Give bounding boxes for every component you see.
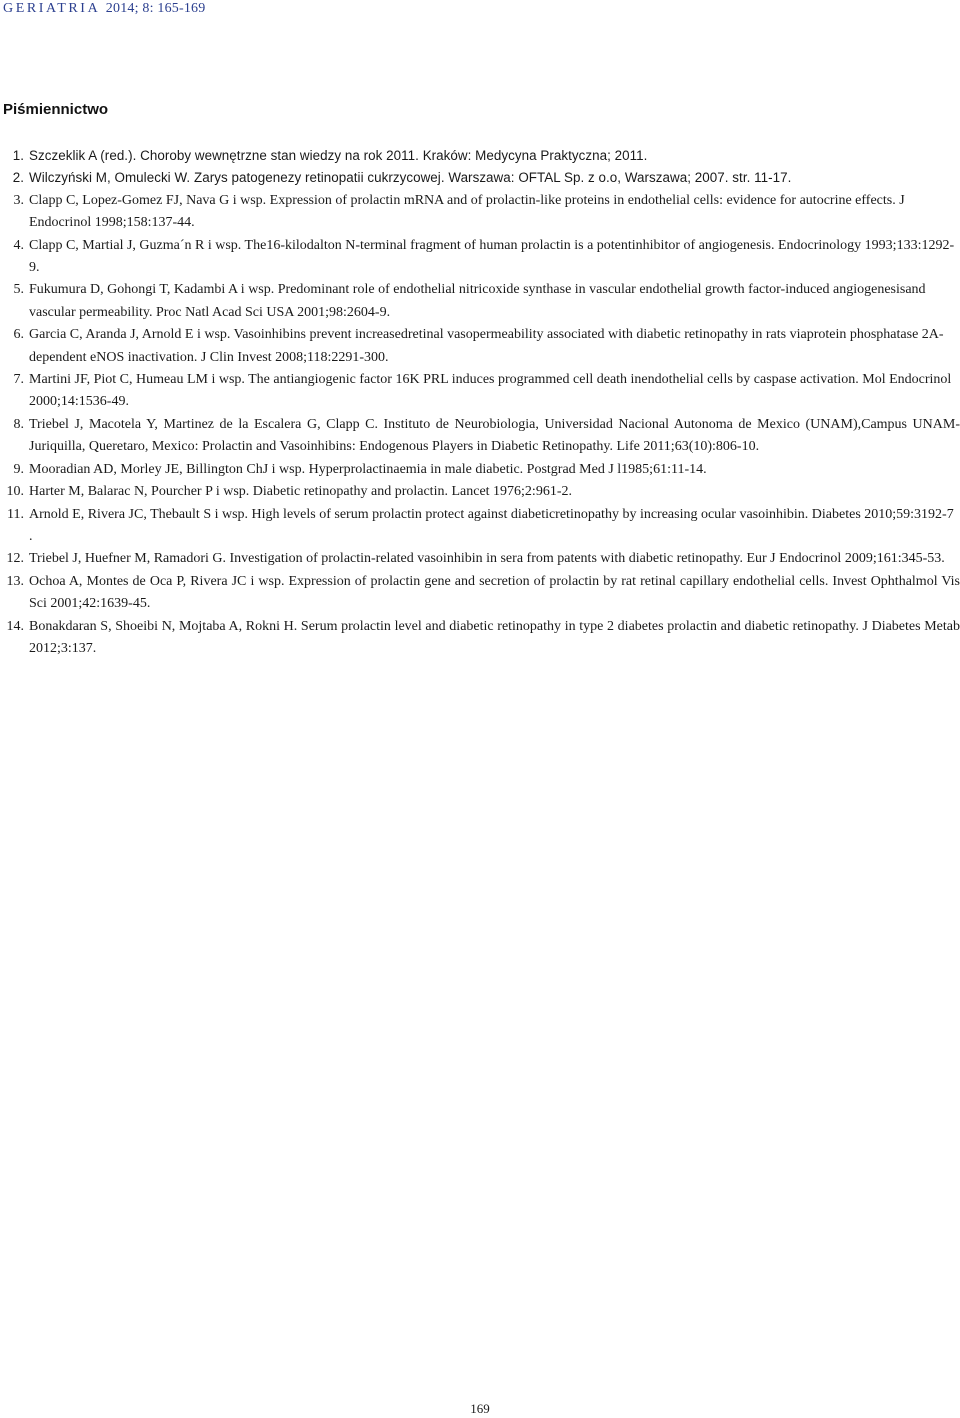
reference-item [0,167,960,189]
reference-list [0,145,960,660]
reference-item [0,459,960,481]
reference-item [0,190,960,235]
reference-number: 8. [13,416,24,432]
reference-text: Ochoa A, Montes de Oca P, Rivera JC i wsp. Expression of prolactin gene and secretion of prolactin by rat retinal capillary endothelial cells. Invest Ophthalmol Vis Sci 2001;42:1639-45. [29,573,960,612]
reference-number: 6. [13,327,24,343]
reference-text: Clapp C, Lopez-Gomez FJ, Nava G i wsp. Expression of prolactin mRNA and of prolactin-like proteins in endothelial cells: evidence for autocrine effects. J Endocrinol 1998;158:137-44. [29,192,905,231]
reference-text: Wilczyński M, Omulecki W. Zarys patogenezy retinopatii cukrzycowej. Warszawa: OFTAL Sp. z o.o, Warszawa; 2007. str. 11-17. [29,170,792,186]
reference-number: 3. [13,192,24,208]
reference-text: Fukumura D, Gohongi T, Kadambi A i wsp. Predominant role of endothelial nitricoxide synthase in vascular endothelial growth factor-induced angiogenesisand vascular permeability. Proc Natl Acad Sci USA 2001;98:2604-9. [29,282,926,320]
reference-number: 5. [13,282,24,298]
reference-number: 14. [6,618,24,634]
reference-item [0,235,960,280]
section-title: Piśmiennictwo [3,101,109,118]
reference-item [0,571,960,616]
reference-text: Triebel J, Macotela Y, Martinez de la Escalera G, Clapp C. Instituto de Neurobiologia, Universidad Nacional Autonoma de Mexico (UNAM),Campus UNAM-Juriquilla, Queretaro, Mexico: Prolactin and Vasoinhibins: Endogenous Players in Diabetic Retinopathy. Life 2011;63(10):806-10. [29,416,960,455]
reference-text: Clapp C, Martial J, Guzma´n R i wsp. The16-kilodalton N-terminal fragment of human prolactin is a potentinhibitor of angiogenesis. Endocrinology 1993;133:1292-9. [29,237,955,276]
reference-item [0,279,960,324]
reference-text: Harter M, Balarac N, Pourcher P i wsp. Diabetic retinopathy and prolactin. Lancet 1976;2:961-2. [29,484,572,500]
reference-number: 9. [13,461,24,477]
reference-text: Bonakdaran S, Shoeibi N, Mojtaba A, Rokni H. Serum prolactin level and diabetic retinopathy in type 2 diabetes prolactin and diabetic retinopathy. J Diabetes Metab 2012;3:137. [29,618,960,656]
journal-issue: 2014; 8: 165-169 [105,1,206,16]
reference-text: Martini JF, Piot C, Humeau LM i wsp. The antiangiogenic factor 16K PRL induces programmed cell death inendothelial cells by caspase activation. Mol Endocrinol 2000;14:1536-49. [29,372,952,410]
reference-item [0,414,960,459]
reference-item [0,369,960,414]
reference-item [0,548,960,570]
reference-item [0,481,960,503]
reference-text: Szczeklik A (red.). Choroby wewnętrzne stan wiedzy na rok 2011. Kraków: Medycyna Praktyczna; 2011. [29,148,648,163]
reference-number: 12. [6,551,24,567]
reference-number: 11. [7,506,24,522]
reference-item [0,616,960,661]
reference-text: Arnold E, Rivera JC, Thebault S i wsp. High levels of serum prolactin protect against diabeticretinopathy by increasing ocular vasoinhibin. Diabetes 2010;59:3192-7 . [29,506,954,544]
reference-text: Mooradian AD, Morley JE, Billington ChJ i wsp. Hyperprolactinaemia in male diabetic. Postgrad Med J l1985;61:11-14. [29,461,707,477]
reference-number: 1. [12,148,24,163]
running-head [3,0,205,18]
journal-name: GERIATRIA [3,1,101,16]
reference-number: 4. [13,237,24,253]
reference-number: 2. [12,170,24,186]
reference-item [0,504,960,549]
reference-item [0,145,960,167]
reference-item [0,324,960,369]
reference-number: 10. [6,484,24,500]
reference-number: 13. [6,573,24,589]
reference-number: 7. [13,372,24,388]
reference-text: Triebel J, Huefner M, Ramadori G. Investigation of prolactin-related vasoinhibin in sera from patents with diabetic retinopathy. Eur J Endocrinol 2009;161:345-53. [29,551,945,567]
reference-text: Garcia C, Aranda J, Arnold E i wsp. Vasoinhibins prevent increasedretinal vasopermeability associated with diabetic retinopathy in rats viaprotein phosphatase 2A-dependent eNOS inactivation. J Clin Invest 2008;118:2291-300. [29,327,944,365]
page-number: 169 [470,1401,490,1416]
